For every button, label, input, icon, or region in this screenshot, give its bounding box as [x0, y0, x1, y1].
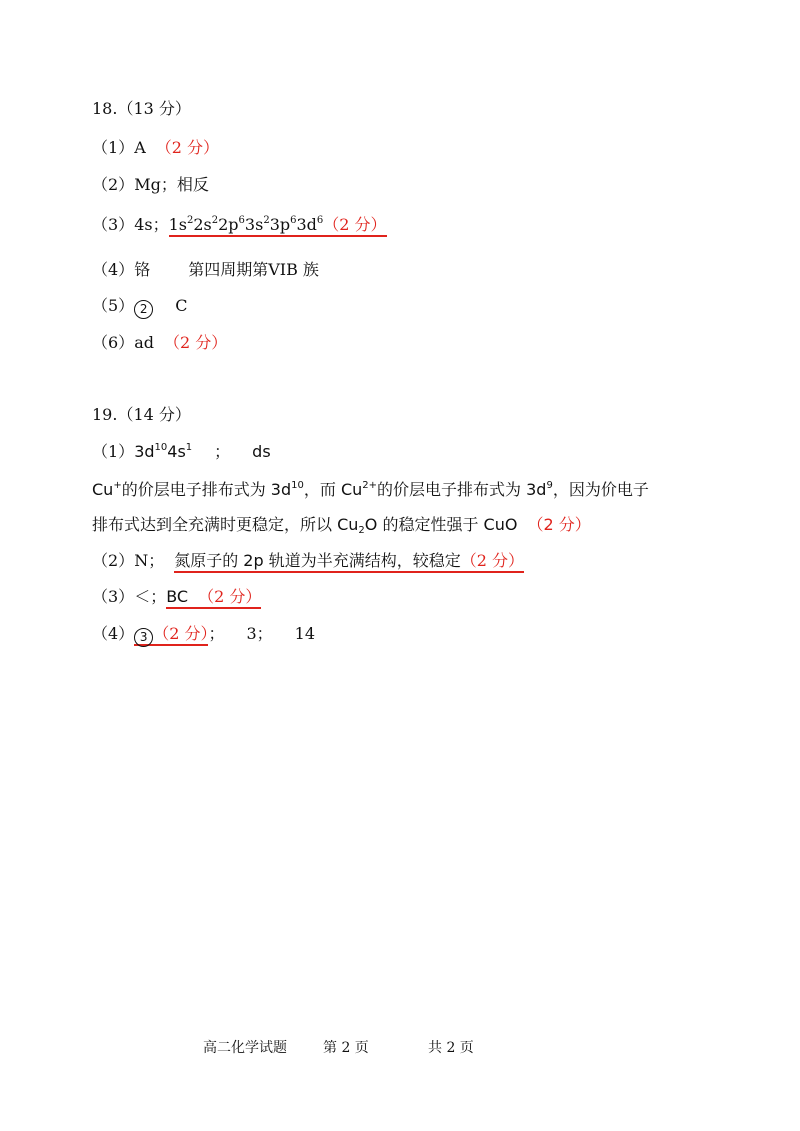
footer-total-pages: 共 2 页 — [428, 1040, 474, 1056]
q19-part1 — [92, 439, 271, 462]
score-note: （2 分） — [527, 515, 591, 534]
q18-part6 — [92, 330, 227, 353]
score-note: （2 分） — [323, 215, 387, 234]
score-note: （2 分） — [460, 551, 524, 570]
part-number: （3） — [92, 215, 135, 234]
underlined-answer: 氮原子的 2p 轨道为半充满结构，较稳定（2 分） — [174, 551, 524, 573]
part-number: （4） — [92, 624, 135, 643]
separator: ； — [214, 442, 231, 461]
part-number: （6） — [92, 333, 135, 352]
circled-number: 2 — [134, 300, 153, 319]
q19-part2 — [92, 548, 524, 571]
footer-page-number: 第 2 页 — [323, 1040, 369, 1056]
answer-text: ds — [252, 442, 271, 461]
q18-part5 — [92, 293, 187, 319]
score-note: （2 分） — [163, 333, 228, 352]
underlined-answer — [134, 624, 208, 646]
underlined-answer: BC （2 分） — [166, 587, 261, 609]
answer-text: ＜； — [134, 587, 167, 606]
q18-title — [92, 96, 191, 119]
circled-number: 3 — [134, 628, 153, 647]
part-number: （4） — [92, 260, 135, 279]
answer-text: N； — [134, 551, 165, 570]
answer-text: 第四周期第VIB 族 — [188, 260, 319, 279]
q19-title-text: 19.（14 分） — [92, 405, 191, 424]
separator: ； — [208, 624, 225, 643]
answer-text: 4s； — [134, 215, 169, 234]
q18-part3 — [92, 212, 387, 235]
part-number: （2） — [92, 175, 135, 194]
footer-subject: 高二化学试题 — [203, 1040, 287, 1056]
answer-text: Mg；相反 — [134, 175, 209, 194]
part-number: （1） — [92, 442, 135, 461]
q19-explanation-line1: Cu+的价层电子排布式为 $3d^{10}$，而 $Cu^{2+}$的价层电子排布式为 $3d^9$，因为价电子 — [92, 480, 649, 499]
q18-part4 — [92, 257, 319, 280]
answer-text: 3； — [246, 624, 273, 643]
answer-text: 14 — [294, 624, 316, 643]
q19-explanation-line2: 排布式达到全充满时更稳定，所以 $Cu_2O$ 的稳定性强于 CuO （2 分） — [92, 515, 591, 536]
q19-part4 — [92, 621, 315, 647]
q18-part1 — [92, 135, 219, 158]
score-note: （2 分） — [198, 587, 262, 606]
part-number: （2） — [92, 551, 135, 570]
q18-title-text: 18.（13 分） — [92, 99, 191, 118]
answer-text: 铬 — [134, 260, 151, 279]
q19-part3 — [92, 584, 261, 607]
part-number: （3） — [92, 587, 135, 606]
score-note: （2 分） — [153, 624, 209, 643]
part-number: （5） — [92, 296, 135, 315]
q18-part2 — [92, 172, 209, 195]
answer-text: ad — [134, 333, 154, 352]
score-note: （2 分） — [155, 138, 220, 157]
q19-title — [92, 402, 191, 425]
underlined-configuration: $1s^22s^22p^63s^23p^63d^6(2$ 分） — [169, 215, 387, 237]
configuration: $3d^{10}4s^1$ — [134, 442, 193, 461]
answer-text: C — [175, 296, 188, 315]
answer-text: A — [134, 138, 146, 157]
part-number: （1） — [92, 138, 135, 157]
